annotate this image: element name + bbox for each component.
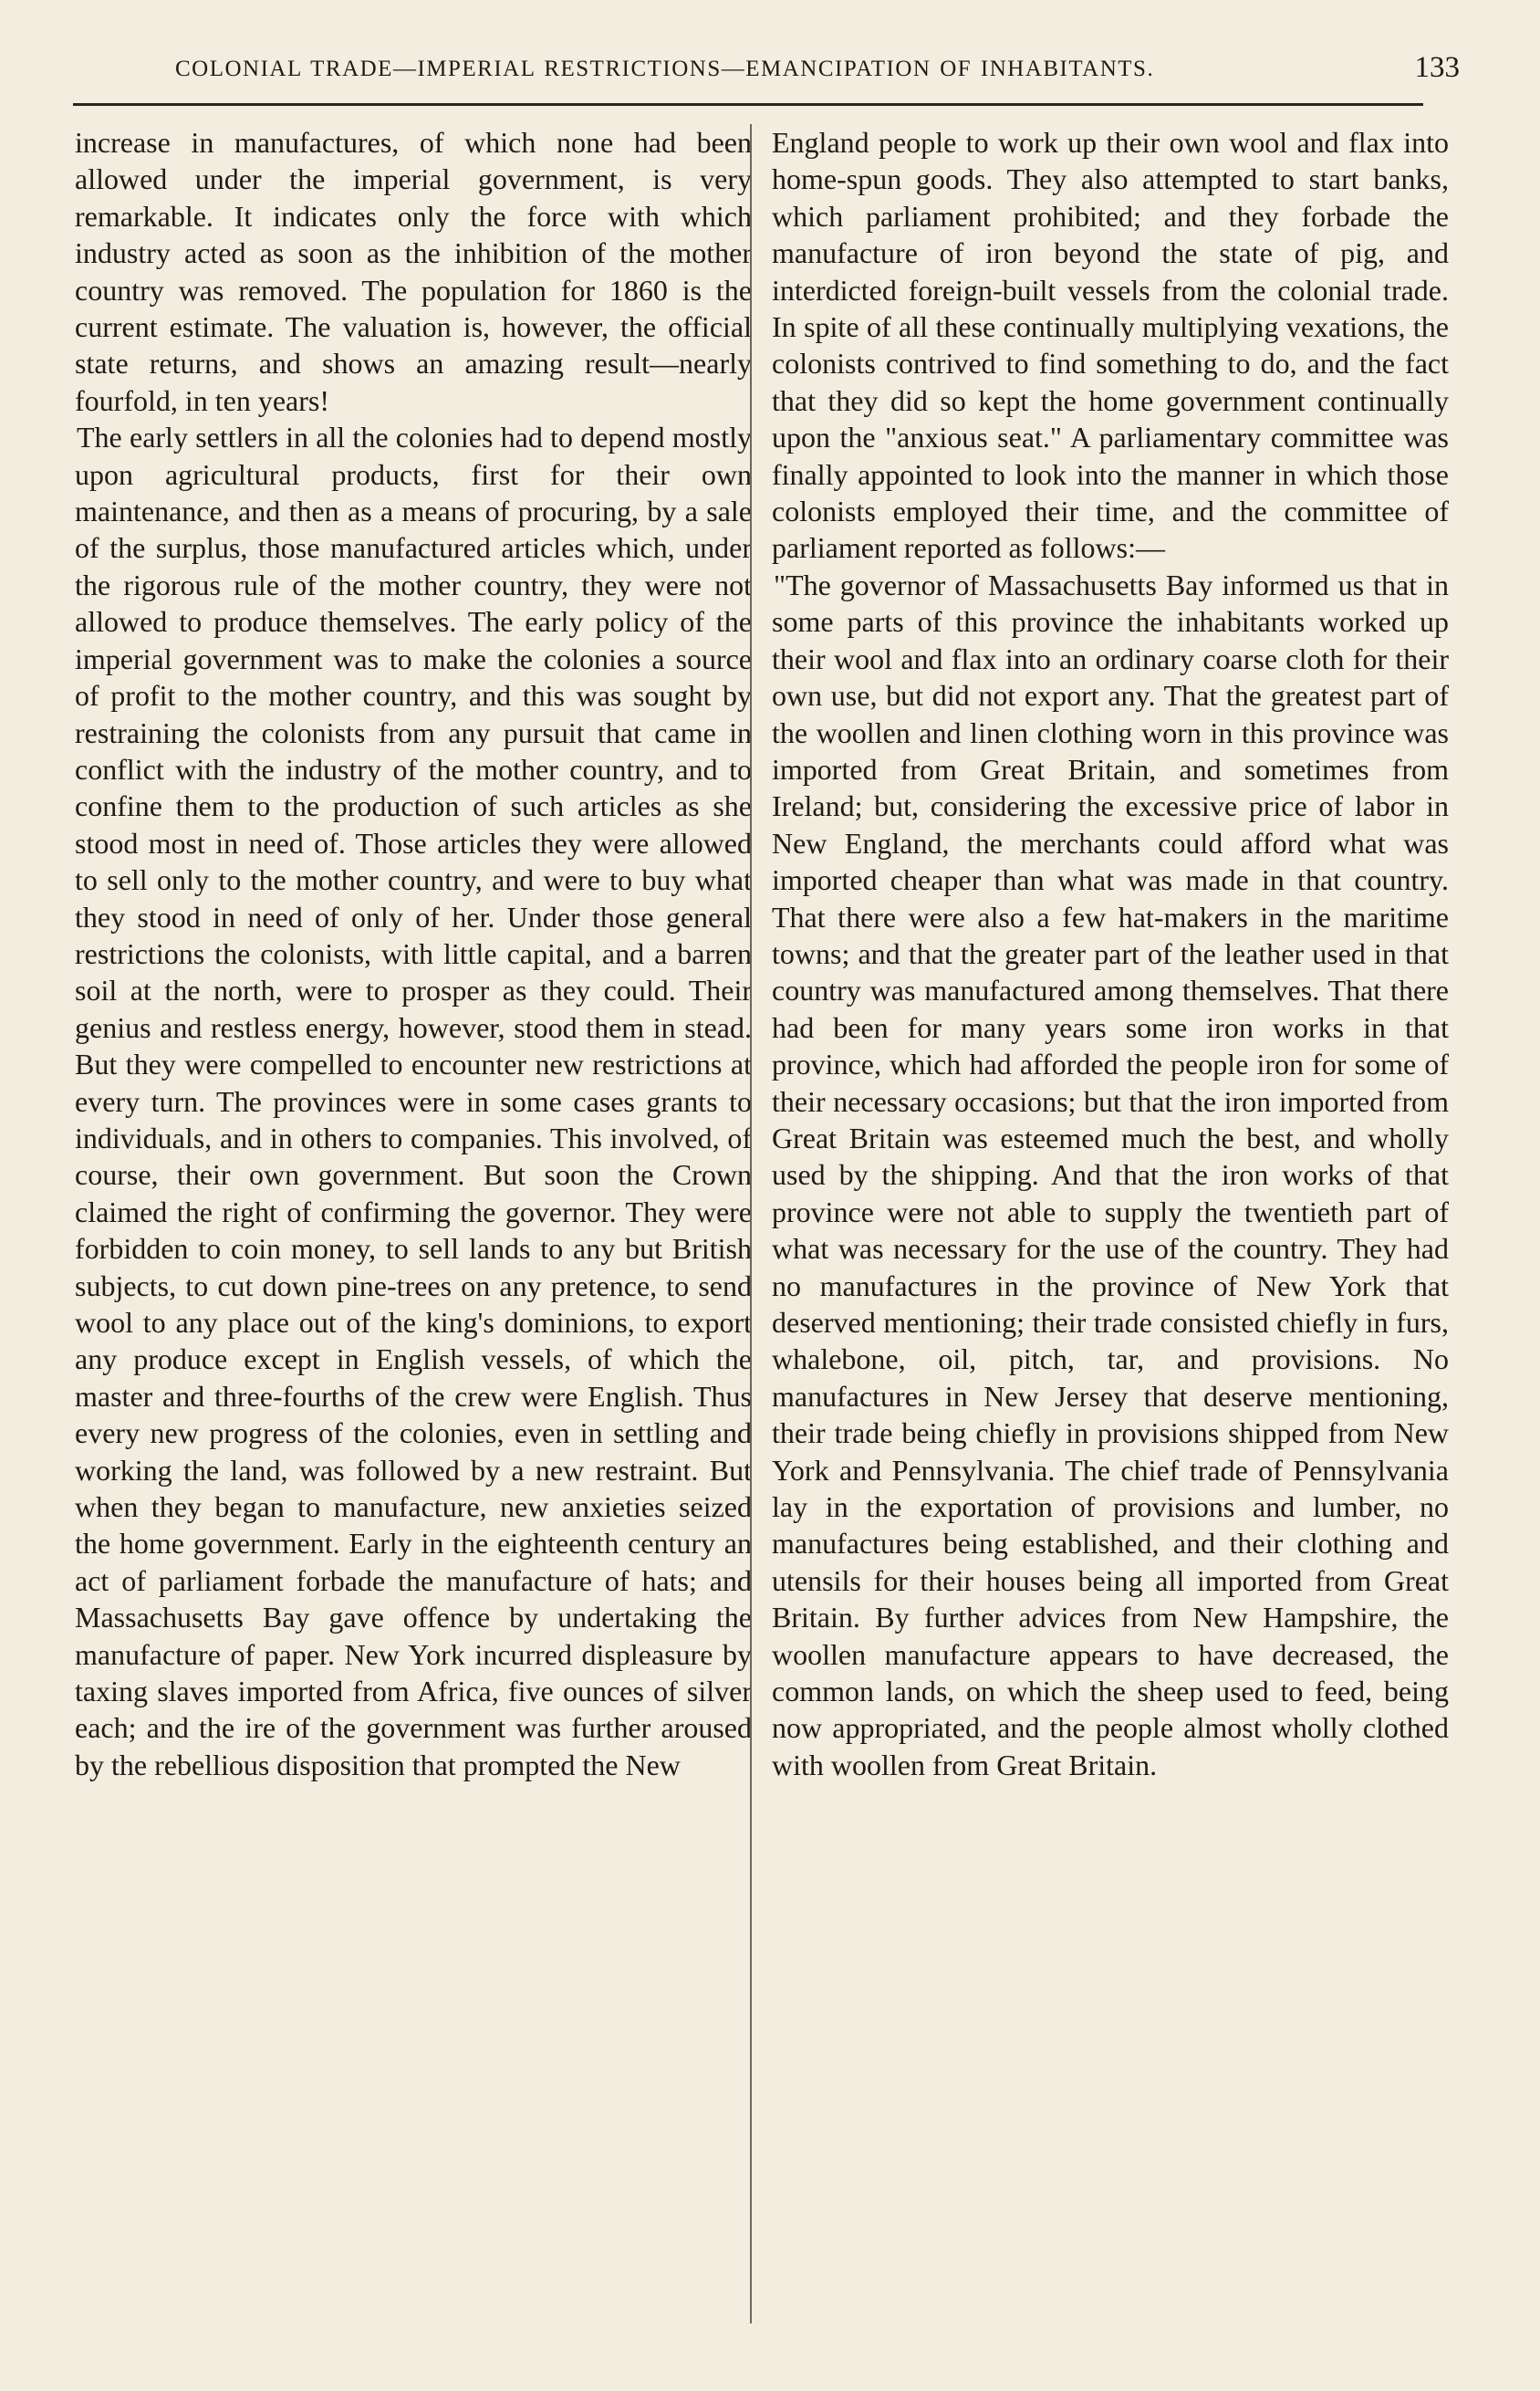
paragraph: The early settlers in all the colonies had to depend mostly upon agricultural products, first for their own maintenance, and then as a means of procuring, by a sale of the surplus, those manufactured articles which, under the rigorous rule of the mother country, they were not allowed to produce themselves. The early policy of the imperial government was to make the colonies a source of profit to the mother country, and this was sought by restraining the colonists from any pursuit that came in conflict with the industry of the mother country, and to confine them to the production of such articles as she stood most in need of. Those articles they were allowed to sell only to the mother country, and were to buy what they stood in need of only of her. Under those general restrictions the colonists, with little capital, and a barren soil at the north, were to prosper as they could. Their genius and restless energy, however, stood them in stead. But they were compelled to encounter new restrictions at every turn. The provinces were in some cases grants to individuals, and in others to companies. This involved, of course, their own government. But soon the Crown claimed the right of confirming the governor. They were forbidden to coin money, to sell lands to any but British subjects, to cut down pine-trees on any pretence, to send wool to any place out of the king's dominions, to export any produce except in English vessels, of which the master and three-fourths of the crew were English. Thus every new progress of the colonies, even in settling and working the land, was followed by a new restraint. But when they began to manufacture, new anxieties seized the home government. Early in the eighteenth century an act of parliament forbade the manufacture of hats; and Massachusetts Bay gave offence by undertaking the manufacture of paper. New York incurred displeasure by taxing slaves imported from Africa, five ounces of silver each; and the ire of the government was further aroused by the rebellious disposition that prompted the New (75, 421, 752, 1781)
header-rule (73, 103, 1423, 106)
paragraph: England people to work up their own wool and flax into home-spun goods. They also attempted to start banks, which parliament prohibited; and they forbade the manufacture of iron beyond the state of pig, and interdicted foreign-built vessels from the colonial trade. In spite of all these continually multiplying vexations, the colonists contrived to find something to do, and the fact that they did so kept the home government continually upon the "anxious seat." A parliamentary committee was finally appointed to look into the manner in which those colonists employed their time, and the committee of parliament reported as follows:— (772, 126, 1449, 565)
column-divider (750, 124, 752, 2323)
page-number: 133 (1414, 51, 1460, 84)
left-column (75, 124, 752, 1783)
right-column (772, 124, 1449, 1783)
running-title: COLONIAL TRADE—IMPERIAL RESTRICTIONS—EMANCIPATION OF INHABITANTS. (175, 57, 1155, 81)
paragraph: "The governor of Massachusetts Bay informed us that in some parts of this province the inhabitants worked up their wool and flax into an ordinary coarse cloth for their own use, but did not export any. That the greatest part of the woollen and linen clothing worn in this province was imported from Great Britain, and sometimes from Ireland; but, considering the excessive price of labor in New England, the merchants could afford what was imported cheaper than what was made in that country. That there were also a few hat-makers in the maritime towns; and that the greater part of the leather used in that country was manufactured among themselves. That there had been for many years some iron works in that province, which had afforded the people iron for some of their necessary occasions; but that the iron imported from Great Britain was esteemed much the best, and wholly used by the shipping. And that the iron works of that province were not able to supply the twentieth part of what was necessary for the use of the country. They had no manufactures in the province of New York that deserved mentioning; their trade consisted chiefly in furs, whalebone, oil, pitch, tar, and provisions. No manufactures in New Jersey that deserve mentioning, their trade being chiefly in provisions shipped from New York and Pennsylvania. The chief trade of Pennsylvania lay in the exportation of provisions and lumber, no manufactures being established, and their clothing and utensils for their houses being all imported from Great Britain. By further advices from New Hampshire, the woollen manufacture appears to have decreased, the common lands, on which the sheep used to feed, being now appropriated, and the people almost wholly clothed with woollen from Great Britain. (772, 568, 1449, 1781)
paragraph: increase in manufactures, of which none had been allowed under the imperial government, is very remarkable. It indicates only the force with which industry acted as soon as the inhibition of the mother country was removed. The population for 1860 is the current estimate. The valuation is, however, the official state returns, and shows an amazing result—nearly fourfold, in ten years! (75, 126, 752, 417)
running-head (73, 53, 1467, 97)
